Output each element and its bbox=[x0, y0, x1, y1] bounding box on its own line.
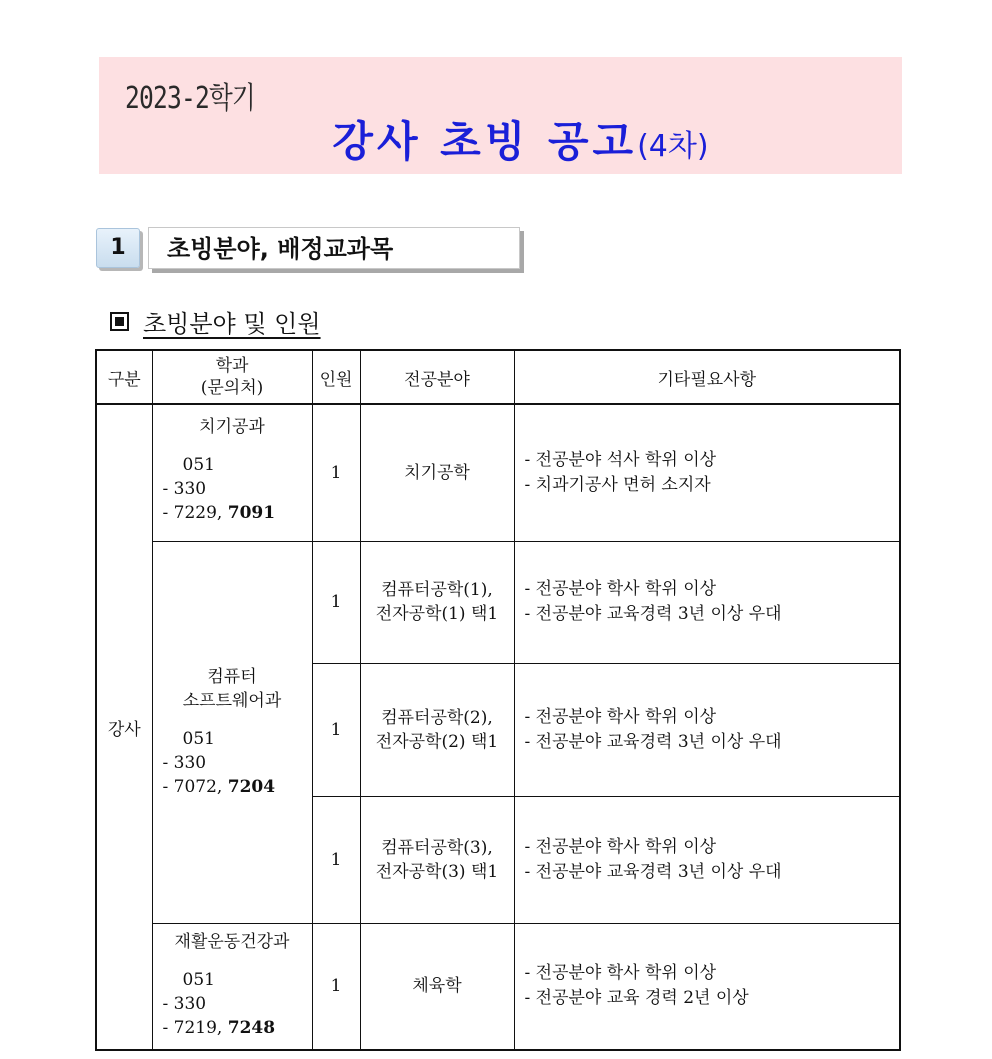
phone-ext-bold: 7204 bbox=[227, 777, 276, 797]
count-cell: 1 bbox=[312, 923, 360, 1050]
header-department bbox=[152, 350, 312, 404]
contact-phone bbox=[153, 968, 312, 1040]
requirement-line: - 전공분야 교육경력 3년 이상 우대 bbox=[524, 861, 782, 882]
phone-part bbox=[163, 501, 312, 525]
major-line: 체육학 bbox=[412, 976, 462, 997]
count-cell: 1 bbox=[312, 663, 360, 796]
department-name: 재활운동건강과 bbox=[174, 931, 290, 952]
major-cell bbox=[360, 923, 514, 1050]
department-name: 치기공과 bbox=[199, 417, 265, 437]
section-title: 초빙분야, 배정교과목 bbox=[148, 227, 520, 269]
requirement-line: - 전공분야 교육경력 3년 이상 우대 bbox=[524, 731, 782, 752]
department-name: 컴퓨터 bbox=[207, 667, 257, 687]
phone-ext: - 7219, bbox=[162, 1017, 223, 1038]
contact-phone bbox=[153, 727, 312, 799]
sub-heading-label: 초빙분야 및 인원 bbox=[143, 310, 321, 338]
count-cell: 1 bbox=[312, 541, 360, 663]
table-row bbox=[96, 923, 900, 1050]
title-suffix: (4차) bbox=[637, 129, 709, 164]
requirement-line: - 전공분야 교육경력 3년 이상 우대 bbox=[524, 604, 782, 624]
phone-ext-bold: 7248 bbox=[227, 1017, 276, 1038]
major-cell bbox=[360, 663, 514, 796]
requirement-line: - 전공분야 학사 학위 이상 bbox=[524, 963, 717, 984]
major-line: 컴퓨터공학(2), bbox=[381, 707, 493, 728]
phone-part bbox=[163, 775, 312, 799]
count-cell: 1 bbox=[312, 796, 360, 923]
requirement-line: - 전공분야 학사 학위 이상 bbox=[524, 836, 717, 857]
department-name: 소프트웨어과 bbox=[182, 691, 282, 711]
requirements-cell bbox=[514, 541, 900, 663]
requirement-line: - 전공분야 학사 학위 이상 bbox=[524, 706, 717, 727]
table-header-row bbox=[96, 350, 900, 404]
term-label: 2023-2학기 bbox=[125, 81, 255, 116]
requirements-cell bbox=[514, 404, 900, 541]
phone-part: 051 bbox=[182, 969, 215, 990]
phone-part: - 330 bbox=[162, 479, 207, 499]
major-line: 치기공학 bbox=[404, 462, 470, 483]
requirements-cell bbox=[514, 923, 900, 1050]
title-banner bbox=[99, 57, 902, 174]
phone-part: - 330 bbox=[162, 753, 207, 773]
requirement-line: - 전공분야 교육 경력 2년 이상 bbox=[524, 988, 749, 1009]
phone-part: 051 bbox=[182, 729, 215, 749]
department-cell bbox=[152, 541, 312, 923]
major-line: 컴퓨터공학(3), bbox=[381, 837, 493, 858]
header-dept-line1: 학과 bbox=[215, 356, 249, 376]
phone-ext: - 7229, bbox=[162, 503, 223, 523]
major-line: 전자공학(2) 택1 bbox=[375, 731, 499, 752]
contact-phone bbox=[153, 453, 312, 525]
page-title bbox=[99, 109, 902, 169]
phone-part: - 330 bbox=[162, 993, 207, 1014]
count-cell: 1 bbox=[312, 404, 360, 541]
header-dept-line2: (문의처) bbox=[200, 378, 264, 398]
major-line: 컴퓨터공학(1), bbox=[381, 580, 493, 600]
phone-part: 051 bbox=[182, 455, 215, 475]
header-requirements: 기타필요사항 bbox=[514, 350, 900, 404]
section-number-badge: 1 bbox=[96, 228, 140, 268]
table-row bbox=[96, 541, 900, 663]
header-count: 인원 bbox=[312, 350, 360, 404]
major-cell bbox=[360, 796, 514, 923]
filled-square-icon bbox=[110, 312, 129, 331]
major-line: 전자공학(1) 택1 bbox=[375, 604, 499, 624]
phone-ext: - 7072, bbox=[162, 777, 223, 797]
table-row bbox=[96, 404, 900, 541]
recruitment-table bbox=[95, 349, 901, 1051]
requirements-cell bbox=[514, 796, 900, 923]
major-cell bbox=[360, 541, 514, 663]
requirements-cell bbox=[514, 663, 900, 796]
phone-part bbox=[163, 1016, 312, 1040]
title-main: 강사 초빙 공고 bbox=[332, 117, 638, 166]
department-cell bbox=[152, 404, 312, 541]
requirement-line: - 전공분야 학사 학위 이상 bbox=[524, 579, 717, 599]
sub-heading bbox=[110, 304, 321, 339]
header-major: 전공분야 bbox=[360, 350, 514, 404]
department-cell bbox=[152, 923, 312, 1050]
major-cell bbox=[360, 404, 514, 541]
requirement-line: - 전공분야 석사 학위 이상 bbox=[524, 449, 717, 470]
header-category: 구분 bbox=[96, 350, 152, 404]
category-cell: 강사 bbox=[96, 404, 152, 1050]
table-body bbox=[96, 404, 900, 1050]
phone-ext-bold: 7091 bbox=[227, 503, 276, 523]
major-line: 전자공학(3) 택1 bbox=[375, 861, 499, 882]
requirement-line: - 치과기공사 면허 소지자 bbox=[524, 474, 711, 495]
